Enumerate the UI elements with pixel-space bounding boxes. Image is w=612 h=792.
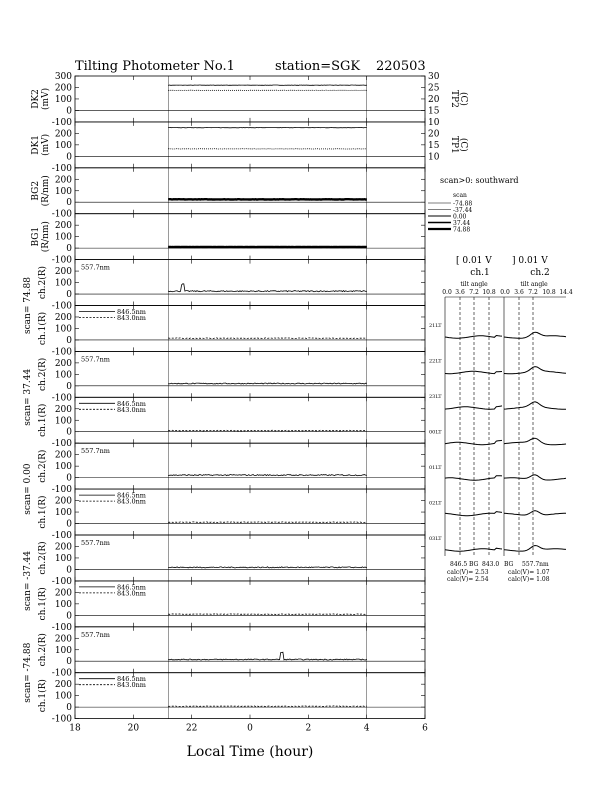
right-axis-label: TP1 <box>449 135 459 154</box>
scan-legend-title: scan>0: southward <box>440 176 519 185</box>
y-axis-label: ch.2(R) <box>38 633 48 667</box>
ch1-profile <box>445 476 502 480</box>
ch1-tick-label: 3.6 <box>455 289 465 296</box>
y-tick-label: 200 <box>54 404 72 415</box>
y-tick-label: 200 <box>54 450 72 461</box>
x-axis-title: Local Time (hour) <box>186 744 314 760</box>
y-axis-label: DK1 <box>31 135 41 155</box>
time-label: 00LT <box>429 429 442 436</box>
ch2-profile <box>504 332 566 338</box>
wavelength-annotation: 557.7nm <box>81 447 110 456</box>
profile-band-label: 843.0 <box>482 561 500 568</box>
y-axis-label: BG1 <box>31 226 41 247</box>
x-tick-label: 6 <box>422 723 428 734</box>
y-tick-label: 100 <box>54 140 72 151</box>
right-tick-label: 25 <box>428 83 440 94</box>
right-tick-label: 15 <box>428 140 440 151</box>
panel-frame <box>75 214 425 260</box>
y-tick-label: 0 <box>66 106 72 117</box>
ch2-profile <box>504 511 566 515</box>
y-axis-label: (mV) <box>41 87 51 110</box>
ch2-tilt-label: tilt angle <box>520 281 548 288</box>
y-tick-label: 100 <box>54 232 72 243</box>
y-tick-label: -100 <box>51 163 72 174</box>
scan-legend-entry: 0.00 <box>453 213 467 221</box>
ch1-title: ch.1 <box>470 268 490 278</box>
y-axis-label: ch.1(R) <box>38 679 48 713</box>
y-tick-label: 100 <box>54 462 72 473</box>
wavelength-annotation: 557.7nm <box>81 539 110 547</box>
y-tick-label: 200 <box>54 83 72 94</box>
ch1-profile <box>445 548 502 551</box>
panel-frame <box>75 627 425 673</box>
right-axis-label: (C) <box>458 137 468 152</box>
scan-legend-entry: -74.88 <box>453 200 473 208</box>
y-tick-label: -100 <box>51 485 72 496</box>
y-axis-label: ch.1(R) <box>38 311 48 346</box>
y-tick-label: -100 <box>51 439 72 450</box>
panel-14 <box>37 673 425 725</box>
legend-entry: 846.5nm <box>117 308 146 316</box>
y-tick-label: 0 <box>66 657 72 668</box>
ch1-tick-label: 0.0 <box>442 289 452 296</box>
ch2-profile <box>504 546 566 552</box>
ch1-calibration: calc(V)= 2.54 <box>447 576 489 583</box>
y-tick-label: 200 <box>54 634 72 645</box>
series-line-8465nm <box>168 706 366 707</box>
ch2-scale: ] 0.01 V <box>512 256 548 266</box>
series-line-5577nm <box>168 567 366 568</box>
series-line-8465nm <box>168 338 366 339</box>
y-tick-label: -100 <box>51 576 72 587</box>
series-line-8465nm <box>168 430 366 431</box>
scan-label: scan= -74.88 <box>23 642 33 703</box>
y-axis-label: ch.1(R) <box>38 587 48 621</box>
time-label: 23LT <box>429 394 442 400</box>
legend-entry: 843.0nm <box>117 497 146 506</box>
ch2-tick-label: 14.4 <box>559 289 573 296</box>
y-tick-label: 200 <box>54 312 72 323</box>
y-axis-label: ch.2(R) <box>38 265 48 300</box>
ch1-profile <box>445 512 502 516</box>
time-label: 02LT <box>429 500 442 507</box>
profile-band-label: 557.7nm <box>522 561 549 568</box>
y-tick-label: 100 <box>54 553 72 564</box>
panel-6 <box>37 306 425 358</box>
y-tick-label: 100 <box>54 691 72 702</box>
y-tick-label: -100 <box>51 301 72 312</box>
legend-entry: 843.0nm <box>117 314 146 322</box>
y-axis-label: BG2 <box>31 180 41 201</box>
time-label: 01LT <box>429 465 442 471</box>
scan-label: scan= 0.00 <box>23 463 33 515</box>
y-tick-label: 0 <box>66 427 72 438</box>
y-axis-label: ch.1(R) <box>38 403 48 437</box>
y-tick-label: 200 <box>54 267 72 278</box>
y-tick-label: 100 <box>54 599 72 610</box>
scan-profile-panel <box>428 176 573 583</box>
series-line-5577nm <box>168 475 366 476</box>
legend-entry: 843.0nm <box>117 589 146 598</box>
panel-9 <box>23 443 425 515</box>
y-axis-label: ch.1(R) <box>38 495 48 529</box>
ch2-tick-label: 10.8 <box>542 289 556 296</box>
series-line-8465nm <box>168 614 366 615</box>
legend-entry: 843.0nm <box>117 405 146 414</box>
strip-chart-panels <box>23 72 469 734</box>
date-label: 220503 <box>376 59 426 74</box>
y-tick-label: 200 <box>54 542 72 553</box>
y-tick-label: 100 <box>54 508 72 519</box>
y-tick-label: 0 <box>66 198 72 209</box>
y-axis-label: ch.2(R) <box>38 357 48 391</box>
panel-3 <box>31 168 425 220</box>
y-tick-label: 0 <box>66 611 72 622</box>
scan-label: scan= 37.44 <box>23 368 33 426</box>
y-tick-label: 200 <box>54 680 72 691</box>
right-tick-label: 30 <box>428 72 440 82</box>
right-axis-label: (C) <box>458 91 468 106</box>
panel-frame <box>75 122 425 168</box>
panel-7 <box>23 351 425 425</box>
station-label: station=SGK <box>275 59 361 74</box>
series-line-5577nm <box>168 652 366 660</box>
ch2-calibration: calc(V)= 1.08 <box>508 576 550 583</box>
panel-4 <box>31 214 425 266</box>
legend-entry: 846.5nm <box>117 491 146 500</box>
y-tick-label: -100 <box>51 622 72 633</box>
y-axis-label: (R/nm) <box>41 175 51 207</box>
y-tick-label: 0 <box>66 473 72 484</box>
x-tick-label: 22 <box>185 723 198 734</box>
y-tick-label: 0 <box>66 703 72 714</box>
panel-frame <box>75 443 425 489</box>
legend-entry: 846.5nm <box>117 675 146 684</box>
panel-frame <box>75 351 425 397</box>
scan-label: scan= -37.44 <box>23 550 33 611</box>
y-tick-label: -100 <box>51 393 72 404</box>
y-axis-label: ch.2(R) <box>38 541 48 575</box>
x-tick-label: 4 <box>363 723 370 734</box>
y-tick-label: 200 <box>54 175 72 186</box>
y-tick-label: 200 <box>54 588 72 599</box>
wavelength-annotation: 557.7nm <box>81 355 110 364</box>
y-tick-label: 0 <box>66 381 72 392</box>
right-tick-label: 15 <box>428 106 440 117</box>
ch2-tick-label: 0.0 <box>500 289 510 296</box>
ch1-calibration: calc(V)= 2.53 <box>447 569 489 576</box>
right-tick-label: 10 <box>428 117 440 128</box>
ch2-profile <box>504 475 566 480</box>
series-line-8465nm <box>168 522 366 523</box>
y-tick-label: 100 <box>54 94 72 105</box>
time-label: 21LT <box>429 323 442 329</box>
y-tick-label: 200 <box>54 496 72 507</box>
panel-10 <box>37 489 425 541</box>
time-label: 22LT <box>429 358 442 365</box>
y-tick-label: 200 <box>54 221 72 232</box>
ch1-tick-label: 7.2 <box>469 289 479 296</box>
right-tick-label: 20 <box>428 129 440 140</box>
y-tick-label: -100 <box>51 668 72 679</box>
y-tick-label: 0 <box>66 519 72 530</box>
panel-12 <box>37 581 425 633</box>
panel-frame <box>75 168 425 214</box>
y-tick-label: -100 <box>51 347 72 358</box>
y-tick-label: 200 <box>54 129 72 140</box>
y-tick-label: 300 <box>54 72 72 82</box>
y-axis-label: (R/nm) <box>41 221 51 253</box>
y-tick-label: -100 <box>51 117 72 128</box>
y-tick-label: -100 <box>51 531 72 541</box>
y-tick-label: -100 <box>51 209 72 220</box>
scan-legend-entry: 74.88 <box>453 226 471 234</box>
ch2-tick-label: 3.6 <box>514 289 524 296</box>
ch1-tick-label: 10.8 <box>482 289 496 296</box>
ch2-calibration: calc(V)= 1.07 <box>508 569 550 576</box>
y-axis-label: DK2 <box>31 89 41 109</box>
y-tick-label: 100 <box>54 324 72 335</box>
ch2-tick-label: 7.2 <box>528 289 538 296</box>
y-tick-label: 100 <box>54 416 72 427</box>
y-tick-label: 100 <box>54 186 72 197</box>
legend-entry: 846.5nm <box>117 583 146 592</box>
ch1-tilt-label: tilt angle <box>460 281 488 288</box>
x-tick-label: 0 <box>247 723 253 734</box>
x-tick-label: 2 <box>305 723 312 734</box>
panel-frame <box>75 535 425 581</box>
wavelength-annotation: 557.7nm <box>81 630 110 639</box>
y-tick-label: 0 <box>66 152 72 163</box>
profile-band-label: BG <box>469 561 479 568</box>
y-tick-label: 100 <box>54 370 72 381</box>
legend-entry: 846.5nm <box>117 399 146 408</box>
y-tick-label: 0 <box>66 290 72 301</box>
ch2-profile <box>504 367 566 374</box>
scan-legend-header: scan <box>453 192 467 199</box>
y-tick-label: 100 <box>54 645 72 656</box>
panel-5 <box>23 260 425 334</box>
series-line-5577nm <box>168 383 366 384</box>
scan-legend-entry: -37.44 <box>453 207 473 214</box>
scan-label: scan= 74.88 <box>23 277 33 334</box>
legend-entry: 843.0nm <box>117 681 146 690</box>
panel-11 <box>23 535 425 611</box>
panel-1 <box>31 72 469 128</box>
ch1-profile <box>445 406 502 409</box>
right-axis-label: TP2 <box>449 90 459 108</box>
ch2-profile <box>504 402 566 409</box>
ch1-scale: [ 0.01 V <box>456 256 492 266</box>
panel-frame <box>75 260 425 306</box>
y-tick-label: -100 <box>51 714 72 725</box>
series-line-5577nm <box>168 284 366 292</box>
ch2-profile <box>504 438 566 445</box>
right-tick-label: 10 <box>428 152 440 163</box>
ch1-profile <box>445 371 502 373</box>
panel-frame <box>75 76 425 122</box>
right-tick-label: 20 <box>428 94 440 105</box>
y-tick-label: 200 <box>54 358 72 369</box>
panel-8 <box>37 397 425 449</box>
y-tick-label: 0 <box>66 244 72 255</box>
y-tick-label: 100 <box>54 278 72 289</box>
ch1-profile <box>445 336 502 339</box>
y-tick-label: 0 <box>66 335 72 346</box>
wavelength-annotation: 557.7nm <box>81 263 110 272</box>
profile-band-label: 846.5 <box>450 561 468 568</box>
time-label: 03LT <box>429 536 442 542</box>
figure-title: Tilting Photometer No.1 <box>75 59 235 74</box>
scan-legend-entry: 37.44 <box>453 220 471 227</box>
profile-band-label: BG <box>504 561 514 568</box>
panel-2 <box>31 122 469 174</box>
y-axis-label: ch.2(R) <box>38 449 48 483</box>
ch2-title: ch.2 <box>530 268 550 278</box>
panel-13 <box>23 627 425 703</box>
y-tick-label: 0 <box>66 565 72 576</box>
x-tick-label: 18 <box>69 723 81 734</box>
y-axis-label: (mV) <box>41 133 51 156</box>
x-tick-label: 20 <box>127 723 140 734</box>
ch1-profile <box>445 440 502 444</box>
y-tick-label: -100 <box>51 255 72 266</box>
